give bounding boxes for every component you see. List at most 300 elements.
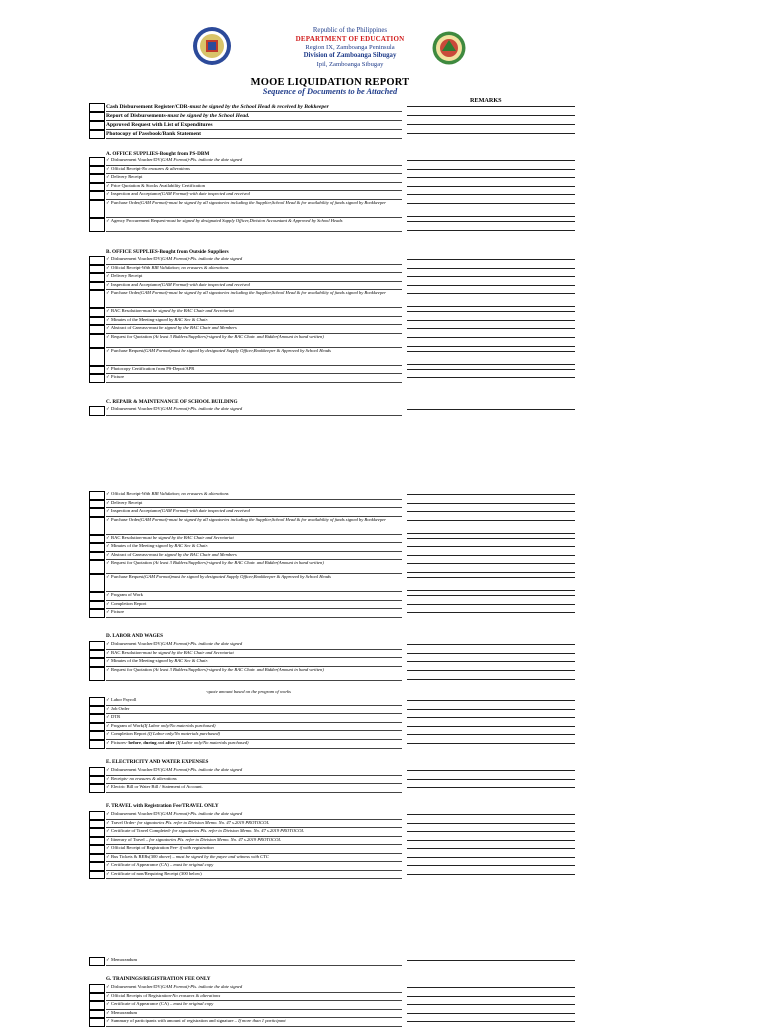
checklist-item bbox=[106, 560, 402, 574]
remarks-line[interactable] bbox=[407, 653, 575, 654]
checkmark-icon: ✓ bbox=[106, 534, 110, 540]
item-title: Request for Quotation bbox=[111, 333, 153, 339]
item-note: (GAM Format)-with date inspected and received bbox=[160, 281, 250, 287]
item-title: BAC Resolution bbox=[111, 308, 142, 313]
document-checkbox[interactable] bbox=[89, 845, 105, 854]
item-title: Disbursement Voucher/DV bbox=[111, 406, 161, 411]
checklist-item bbox=[106, 811, 402, 820]
checklist-item bbox=[106, 325, 402, 334]
checklist-item bbox=[106, 183, 402, 192]
item-title: Certificate of Appearance (CA) bbox=[111, 1001, 170, 1006]
item-title: Official Receipt bbox=[111, 165, 141, 171]
document-checkbox[interactable] bbox=[89, 543, 105, 552]
remarks-line[interactable] bbox=[407, 679, 575, 680]
checklist-item bbox=[106, 714, 402, 723]
document-checkbox[interactable] bbox=[89, 1018, 105, 1027]
section-note: -quote amount based on the program of works bbox=[206, 689, 291, 694]
remarks-line[interactable] bbox=[407, 840, 575, 841]
remarks-line[interactable] bbox=[407, 577, 575, 578]
remarks-line[interactable] bbox=[407, 311, 575, 312]
item-title: Picture bbox=[111, 609, 125, 614]
document-checkbox[interactable] bbox=[89, 406, 105, 416]
checkmark-icon: ✓ bbox=[106, 957, 110, 962]
item-title: , bbox=[140, 740, 144, 745]
checklist-item bbox=[106, 1018, 402, 1027]
item-title: Itinerary of Travel bbox=[111, 836, 145, 842]
item-title: Official Receipts of Registration bbox=[111, 992, 171, 998]
remarks-line[interactable] bbox=[407, 216, 575, 217]
checklist-item bbox=[106, 256, 402, 265]
item-note: (If Labor only/No materials purchased) bbox=[174, 740, 249, 745]
remarks-line[interactable] bbox=[407, 520, 575, 521]
report-subtitle: Sequence of Documents to be Attached bbox=[262, 87, 398, 96]
remarks-line[interactable] bbox=[407, 538, 575, 539]
letterhead bbox=[230, 27, 470, 69]
checklist-item bbox=[106, 406, 402, 416]
item-title: Certificate of non/Requiring Receipt (300 below) bbox=[111, 870, 202, 876]
item-note: -With BIR Validation; no erasures & alterations bbox=[140, 264, 229, 270]
remarks-line[interactable] bbox=[407, 857, 575, 858]
remarks-line[interactable] bbox=[407, 337, 575, 338]
remarks-line[interactable] bbox=[407, 670, 575, 671]
item-note: -With BIR Validation; no erasures & alterations bbox=[140, 491, 229, 496]
remarks-line[interactable] bbox=[407, 369, 575, 370]
document-checkbox[interactable] bbox=[89, 348, 105, 366]
remarks-line[interactable] bbox=[407, 377, 575, 378]
document-checkbox[interactable] bbox=[89, 166, 105, 175]
remarks-line[interactable] bbox=[407, 595, 575, 596]
remarks-line[interactable] bbox=[407, 644, 575, 645]
document-checkbox[interactable] bbox=[89, 1010, 105, 1019]
item-title: Memorandum bbox=[111, 1009, 138, 1015]
remarks-line[interactable] bbox=[407, 494, 575, 495]
document-checkbox[interactable] bbox=[89, 784, 105, 793]
remarks-line[interactable] bbox=[407, 306, 575, 307]
remarks-line[interactable] bbox=[407, 612, 575, 613]
item-title: Inspection and Acceptance bbox=[111, 191, 161, 196]
item-note: (GAM Format)must be signed by designated Supply Officer,Bookkeeper & Approved by School Heads bbox=[143, 347, 331, 353]
document-checkbox[interactable] bbox=[89, 265, 105, 274]
checkmark-icon: ✓ bbox=[106, 984, 110, 989]
remarks-line[interactable] bbox=[407, 293, 575, 294]
document-checkbox[interactable] bbox=[89, 984, 105, 993]
remarks-line[interactable] bbox=[407, 779, 575, 780]
document-checkbox[interactable] bbox=[89, 767, 105, 776]
item-note: (GAM Format)-must be signed by all signatories including the Supplier,School Head & for availability of funds signed by Bookkeeper bbox=[139, 516, 387, 522]
checklist-item bbox=[106, 845, 402, 854]
checklist-item bbox=[106, 1010, 402, 1019]
item-title: Summary of participants with amount of registration and signature bbox=[111, 1018, 235, 1023]
remarks-line[interactable] bbox=[407, 503, 575, 504]
item-title: Report of Disbursements bbox=[106, 113, 166, 119]
checkmark-icon: ✓ bbox=[106, 316, 110, 322]
item-title: Disbursement Voucher/DV bbox=[111, 256, 161, 261]
item-title: Travel Order bbox=[110, 819, 135, 825]
checklist-item bbox=[106, 112, 402, 121]
item-note: (GAM Format)-with date inspected and received bbox=[160, 508, 250, 513]
checkmark-icon: ✓ bbox=[106, 740, 110, 745]
item-note: - if with registration bbox=[176, 845, 214, 850]
document-checkbox[interactable] bbox=[89, 121, 105, 130]
checkmark-icon: ✓ bbox=[106, 658, 110, 663]
item-title: Photocopy Certification from PS-Depot/APR bbox=[111, 365, 195, 371]
remarks-line[interactable] bbox=[407, 848, 575, 849]
document-checkbox[interactable] bbox=[89, 334, 105, 348]
document-checkbox[interactable] bbox=[89, 500, 105, 509]
remarks-line[interactable] bbox=[407, 169, 575, 170]
document-checkbox[interactable] bbox=[89, 218, 105, 232]
remarks-line[interactable] bbox=[407, 259, 575, 260]
item-title: Disbursement Voucher/DV bbox=[111, 767, 161, 772]
remarks-line[interactable] bbox=[407, 546, 575, 547]
remarks-line[interactable] bbox=[407, 572, 575, 573]
item-title: Minutes of the Meeting bbox=[111, 543, 155, 548]
checklist-item bbox=[106, 667, 402, 681]
document-checkbox[interactable] bbox=[89, 200, 105, 218]
item-title: Cash Disbursement Register/CDR bbox=[106, 104, 188, 110]
item-note: -must be signed by the BAC Chair and Members bbox=[147, 551, 237, 557]
checklist-item bbox=[106, 157, 402, 166]
checkmark-icon: ✓ bbox=[106, 767, 110, 772]
document-checkbox[interactable] bbox=[89, 491, 105, 500]
document-checkbox[interactable] bbox=[89, 308, 105, 317]
remarks-line[interactable] bbox=[407, 364, 575, 365]
document-checkbox[interactable] bbox=[89, 273, 105, 282]
remarks-line[interactable] bbox=[407, 276, 575, 277]
section-heading: G. TRAININGS/REGISTRATION FEE ONLY bbox=[106, 976, 211, 982]
checklist-item bbox=[106, 731, 402, 740]
remarks-line[interactable] bbox=[407, 533, 575, 534]
document-checkbox[interactable] bbox=[89, 256, 105, 265]
remarks-line[interactable] bbox=[407, 106, 575, 107]
document-checkbox[interactable] bbox=[89, 130, 105, 139]
item-note: (GAM Format)-Pls. indicate the date signed bbox=[160, 256, 243, 261]
remarks-line[interactable] bbox=[407, 124, 575, 125]
document-checkbox[interactable] bbox=[89, 854, 105, 863]
document-checkbox[interactable] bbox=[89, 508, 105, 517]
item-note: (GAM Format)-Pls. indicate the date signed bbox=[160, 984, 243, 989]
document-checkbox[interactable] bbox=[89, 837, 105, 846]
item-note: - no erasures & alterations bbox=[126, 775, 177, 781]
document-checkbox[interactable] bbox=[89, 658, 105, 667]
checklist-item bbox=[106, 543, 402, 552]
item-title: BAC Resolution bbox=[111, 649, 142, 655]
checklist-item bbox=[106, 334, 402, 348]
checklist-item bbox=[106, 776, 402, 785]
item-title: Abstract of Canvass bbox=[110, 325, 148, 330]
item-title: Purchase Order bbox=[111, 199, 140, 205]
remarks-line[interactable] bbox=[407, 865, 575, 866]
item-title: Completion Report bbox=[111, 731, 148, 736]
remarks-line[interactable] bbox=[407, 1013, 575, 1014]
item-note: -must be signed by the BAC Chair and Secretariat bbox=[141, 534, 234, 540]
checklist-item bbox=[106, 552, 402, 561]
document-checkbox[interactable] bbox=[89, 601, 105, 610]
checklist-item bbox=[106, 508, 402, 517]
document-checkbox[interactable] bbox=[89, 535, 105, 544]
document-checkbox[interactable] bbox=[89, 828, 105, 837]
remarks-line[interactable] bbox=[407, 661, 575, 662]
item-emphasis: during bbox=[143, 740, 157, 745]
letterhead-republic: Republic of the Philippines bbox=[312, 27, 388, 34]
document-checkbox[interactable] bbox=[89, 325, 105, 334]
item-note: (If Labor only/No materials purchased) bbox=[142, 722, 216, 728]
item-note: -must be signed by the BAC Chair and Secretariat bbox=[141, 308, 234, 313]
checklist-item bbox=[106, 957, 402, 966]
document-checkbox[interactable] bbox=[89, 714, 105, 723]
document-checkbox[interactable] bbox=[89, 157, 105, 166]
remarks-line[interactable] bbox=[407, 726, 575, 727]
remarks-line[interactable] bbox=[407, 831, 575, 832]
remarks-line[interactable] bbox=[407, 133, 575, 134]
checklist-item bbox=[106, 273, 402, 282]
document-checkbox[interactable] bbox=[89, 641, 105, 650]
remarks-line[interactable] bbox=[407, 814, 575, 815]
checklist-item bbox=[106, 308, 402, 317]
checklist-item bbox=[106, 191, 402, 200]
checkmark-icon: ✓ bbox=[106, 508, 110, 513]
remarks-line[interactable] bbox=[407, 787, 575, 788]
item-title: DTR bbox=[111, 714, 121, 719]
item-emphasis: before bbox=[128, 740, 141, 745]
remarks-line[interactable] bbox=[407, 285, 575, 286]
document-checkbox[interactable] bbox=[89, 776, 105, 785]
remarks-line[interactable] bbox=[407, 874, 575, 875]
remarks-line[interactable] bbox=[407, 717, 575, 718]
item-title: BAC Resolution bbox=[111, 534, 142, 540]
letterhead-division: Division of Zamboanga Sibugay bbox=[303, 52, 397, 60]
remarks-line[interactable] bbox=[407, 1021, 575, 1022]
item-title: Delivery Receipt bbox=[111, 273, 143, 278]
document-checkbox[interactable] bbox=[89, 820, 105, 829]
document-checkbox[interactable] bbox=[89, 282, 105, 291]
item-title: Disbursement Voucher/DV bbox=[111, 984, 161, 989]
checkmark-icon: ✓ bbox=[106, 870, 110, 876]
remarks-line[interactable] bbox=[407, 186, 575, 187]
item-title: Completion Report bbox=[111, 600, 147, 606]
document-checkbox[interactable] bbox=[89, 366, 105, 375]
document-checkbox[interactable] bbox=[89, 374, 105, 383]
remarks-line[interactable] bbox=[407, 409, 575, 410]
document-checkbox[interactable] bbox=[89, 1001, 105, 1010]
document-checkbox[interactable] bbox=[89, 552, 105, 561]
document-checkbox[interactable] bbox=[89, 609, 105, 618]
checklist-item bbox=[106, 535, 402, 544]
document-checkbox[interactable] bbox=[89, 650, 105, 659]
checkmark-icon: ✓ bbox=[106, 574, 110, 579]
checkmark-icon: ✓ bbox=[106, 264, 110, 270]
item-title: Purchase Order bbox=[111, 290, 140, 295]
document-checkbox[interactable] bbox=[89, 191, 105, 200]
remarks-line[interactable] bbox=[407, 221, 575, 222]
remarks-line[interactable] bbox=[407, 563, 575, 564]
item-note: -signed by BAC Sec & Chair. bbox=[154, 658, 208, 663]
remarks-line[interactable] bbox=[407, 115, 575, 116]
checklist-item bbox=[106, 290, 402, 308]
document-checkbox[interactable] bbox=[89, 592, 105, 601]
checkmark-icon: ✓ bbox=[106, 333, 110, 339]
section-heading: E. ELECTRICITY AND WATER EXPENSES bbox=[106, 759, 209, 765]
section-heading: D. LABOR AND WAGES bbox=[106, 633, 163, 639]
checkmark-icon: ✓ bbox=[106, 666, 110, 672]
remarks-line[interactable] bbox=[407, 1004, 575, 1005]
document-checkbox[interactable] bbox=[89, 174, 105, 183]
checklist-item bbox=[106, 348, 402, 366]
remarks-line[interactable] bbox=[407, 709, 575, 710]
checklist-item bbox=[106, 491, 402, 500]
checklist-item bbox=[106, 871, 402, 880]
document-checkbox[interactable] bbox=[89, 993, 105, 1002]
checkmark-icon: ✓ bbox=[106, 256, 110, 261]
checkmark-icon: ✓ bbox=[106, 609, 110, 614]
document-checkbox[interactable] bbox=[89, 740, 105, 749]
item-note: (At least 3 Bidders/Suppliers)-signed by the BAC Chair. and Bidder(Amount in hand written) bbox=[153, 560, 324, 565]
document-checkbox[interactable] bbox=[89, 183, 105, 192]
document-checkbox[interactable] bbox=[89, 811, 105, 820]
checklist-item bbox=[106, 374, 402, 383]
document-checkbox[interactable] bbox=[89, 706, 105, 715]
checkmark-icon: ✓ bbox=[106, 697, 110, 702]
document-checkbox[interactable] bbox=[89, 697, 105, 706]
checklist-item bbox=[106, 993, 402, 1002]
checkmark-icon: ✓ bbox=[106, 290, 110, 295]
item-title: Purchase Request bbox=[111, 574, 144, 579]
document-checkbox[interactable] bbox=[89, 290, 105, 308]
item-note: -must be signed by the BAC Chair and Secretariat bbox=[141, 649, 234, 655]
item-title: Picture bbox=[111, 374, 125, 379]
remarks-line[interactable] bbox=[407, 960, 575, 961]
checkmark-icon: ✓ bbox=[106, 641, 110, 646]
checkmark-icon: ✓ bbox=[106, 836, 110, 842]
remarks-line[interactable] bbox=[407, 160, 575, 161]
checklist-item bbox=[106, 697, 402, 706]
document-checkbox[interactable] bbox=[89, 574, 105, 592]
remarks-line[interactable] bbox=[407, 700, 575, 701]
remarks-line[interactable] bbox=[407, 770, 575, 771]
document-checkbox[interactable] bbox=[89, 862, 105, 871]
item-note: – must be original copy bbox=[169, 862, 214, 867]
remarks-line[interactable] bbox=[407, 328, 575, 329]
checklist-item bbox=[106, 121, 402, 130]
item-title: Memorandum bbox=[111, 957, 138, 962]
remarks-line[interactable] bbox=[407, 230, 575, 231]
checklist-item bbox=[106, 828, 402, 837]
item-note: (At least 3 Bidders/Suppliers)-signed by the BAC Chair. and Bidder(Amount in hand written) bbox=[153, 666, 324, 672]
item-note: (GAM Format)must be signed by designated Supply Officer,Bookkeeper & Approved by School Heads bbox=[143, 574, 331, 579]
checklist-item bbox=[106, 984, 402, 993]
document-checkbox[interactable] bbox=[89, 317, 105, 326]
checkmark-icon: ✓ bbox=[106, 499, 110, 505]
checkmark-icon: ✓ bbox=[106, 845, 110, 850]
checkmark-icon: ✓ bbox=[106, 592, 110, 597]
document-checkbox[interactable] bbox=[89, 871, 105, 880]
item-note: -No erasures & alterations bbox=[170, 992, 221, 998]
remarks-line[interactable] bbox=[407, 590, 575, 591]
item-note: – for signatories Pls. refer to Division Memo. No. 47 s.2019 PROTOCOL bbox=[144, 836, 281, 842]
remarks-line[interactable] bbox=[407, 555, 575, 556]
checkmark-icon: ✓ bbox=[106, 705, 110, 711]
section-heading: B. OFFICE SUPPLIES-Bought from Outside Suppliers bbox=[106, 249, 229, 255]
checkmark-icon: ✓ bbox=[106, 775, 110, 781]
document-checkbox[interactable] bbox=[89, 667, 105, 681]
item-title: Disbursement Voucher/DV bbox=[111, 157, 161, 162]
remarks-line[interactable] bbox=[407, 604, 575, 605]
item-title: Labor Payroll bbox=[111, 697, 137, 702]
remarks-line[interactable] bbox=[407, 194, 575, 195]
item-title: Certificate of Travel Completed bbox=[111, 828, 170, 833]
document-checkbox[interactable] bbox=[89, 517, 105, 535]
section-heading: F. TRAVEL with Registration Fee/TRAVEL ONLY bbox=[106, 803, 219, 809]
item-title: Approved Request with List of Expenditures bbox=[106, 122, 213, 128]
item-title: Minutes of the Meeting bbox=[111, 658, 155, 663]
remarks-line[interactable] bbox=[407, 320, 575, 321]
checklist-item bbox=[106, 784, 402, 793]
remarks-line[interactable] bbox=[407, 511, 575, 512]
remarks-line[interactable] bbox=[407, 268, 575, 269]
checklist-item bbox=[106, 166, 402, 175]
checklist-item bbox=[106, 218, 402, 232]
document-checkbox[interactable] bbox=[89, 957, 105, 966]
checkmark-icon: ✓ bbox=[106, 491, 110, 496]
checklist-item bbox=[106, 574, 402, 592]
item-note: – If more than 1 participant bbox=[234, 1018, 286, 1023]
item-title: Job Order bbox=[111, 705, 130, 711]
document-checkbox[interactable] bbox=[89, 112, 105, 121]
checkmark-icon: ✓ bbox=[106, 157, 110, 162]
remarks-line[interactable] bbox=[407, 351, 575, 352]
checkmark-icon: ✓ bbox=[106, 347, 110, 353]
remarks-line[interactable] bbox=[407, 743, 575, 744]
document-checkbox[interactable] bbox=[89, 560, 105, 574]
checklist-item bbox=[106, 366, 402, 375]
item-title: Official Receipt bbox=[111, 264, 141, 270]
checklist-item bbox=[106, 1001, 402, 1010]
remarks-line[interactable] bbox=[407, 177, 575, 178]
remarks-line[interactable] bbox=[407, 346, 575, 347]
checklist-item bbox=[106, 820, 402, 829]
checklist-item bbox=[106, 609, 402, 618]
checkmark-icon: ✓ bbox=[106, 281, 110, 287]
remarks-line[interactable] bbox=[407, 734, 575, 735]
document-checkbox[interactable] bbox=[89, 731, 105, 740]
item-note: (GAM Format)-Pls. indicate the date signed bbox=[160, 157, 243, 162]
remarks-line[interactable] bbox=[407, 203, 575, 204]
remarks-line[interactable] bbox=[407, 987, 575, 988]
checklist-item bbox=[106, 740, 402, 749]
checkmark-icon: ✓ bbox=[106, 811, 110, 816]
checkmark-icon: ✓ bbox=[106, 819, 110, 825]
item-note: – must be signed by the payee and witness with CTC bbox=[172, 853, 269, 859]
item-note: -must be signed by the School Head. bbox=[165, 113, 250, 119]
item-title: Electric Bill or Water Bill / Statement of Account. bbox=[111, 784, 203, 789]
item-title: Purchase Request bbox=[111, 347, 144, 353]
item-title: Disbursement Voucher/DV bbox=[111, 811, 161, 816]
document-checkbox[interactable] bbox=[89, 723, 105, 732]
item-title: Delivery Receipt bbox=[111, 499, 143, 505]
letterhead-department: DEPARTMENT OF EDUCATION bbox=[295, 35, 405, 44]
checklist-item bbox=[106, 658, 402, 667]
remarks-line[interactable] bbox=[407, 996, 575, 997]
checkmark-icon: ✓ bbox=[106, 174, 110, 179]
checkmark-icon: ✓ bbox=[106, 714, 110, 719]
checkmark-icon: ✓ bbox=[106, 273, 110, 278]
document-checkbox[interactable] bbox=[89, 103, 105, 112]
checklist-item bbox=[106, 517, 402, 535]
checkmark-icon: ✓ bbox=[106, 992, 110, 998]
remarks-line[interactable] bbox=[407, 823, 575, 824]
item-note: (GAM Format)-must be signed by all signatories including the Supplier,School Head & for availability of funds signed by Bookkeeper bbox=[139, 290, 387, 295]
item-title: Minutes of the Meeting bbox=[111, 316, 155, 322]
